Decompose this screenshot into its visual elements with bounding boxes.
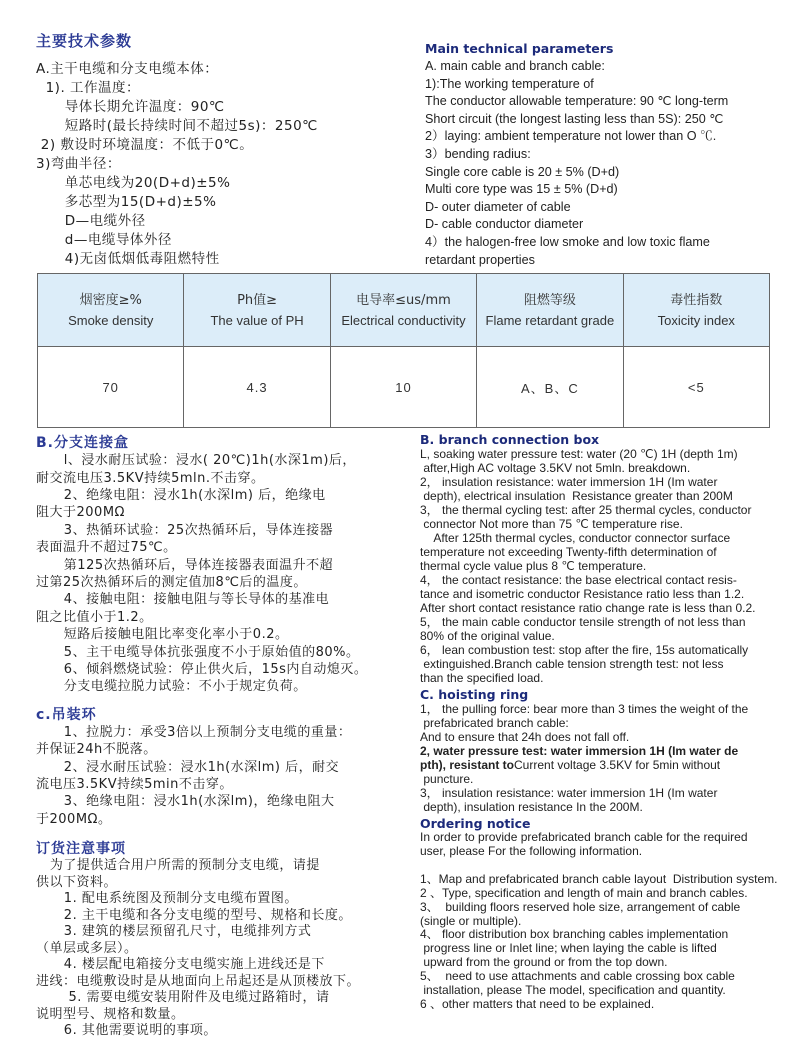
ordering-zh	[36, 858, 414, 1040]
bottom-section	[0, 432, 800, 1040]
text-line: 2) 敷设时环境温度：不低于0℃。	[36, 137, 254, 153]
bottom-left-column	[0, 432, 420, 1040]
text-line: 3， insulation resistance: water immersion 1H (Im water	[420, 786, 718, 801]
top-right-column	[425, 30, 795, 269]
text-line: 1):The working temperature of	[425, 76, 594, 91]
text-line: 短路后接触电阻比率变化率小于0.2。	[36, 627, 289, 643]
text-line: 表面温升不超过75℃。	[36, 540, 177, 556]
text-line: prefabricated branch cable:	[420, 716, 569, 731]
top-left-column	[0, 30, 425, 269]
text-line: 5、主干电缆导体抗张强度不小于原始值的80%。	[36, 644, 360, 660]
properties-table	[37, 273, 770, 428]
branch-box-zh	[36, 452, 414, 696]
text-line: 4， the contact resistance: the base electrical contact resis-	[420, 573, 737, 588]
text-line: D- outer diameter of cable	[425, 199, 571, 214]
table-header-row	[38, 274, 770, 347]
text-line: In order to provide prefabricated branch cable for the required	[420, 830, 748, 845]
header-zh: 电导率≤us/mm	[356, 292, 451, 308]
header-en: Flame retardant grade	[485, 312, 615, 328]
text-line: 2、绝缘电阻：浸水1h(水深lm) 后，绝缘电	[36, 487, 326, 503]
text-line: Short circuit (the longest lasting less than 5S): 250 ℃	[425, 111, 724, 126]
text-line: 并保证24h不脱落。	[36, 742, 157, 758]
text-line: user, please For the following information.	[420, 844, 643, 859]
text-line: A. main cable and branch cable:	[425, 59, 605, 73]
text-line: 2， insulation resistance: water immersion 1H (Im water	[420, 475, 718, 490]
header-en: The value of PH	[210, 312, 304, 328]
text-line: 1). 工作温度：	[36, 80, 141, 96]
cell-toxicity: <5	[623, 347, 769, 428]
text-line: 3)弯曲半径：	[36, 156, 121, 172]
main-params-title-en: Main technical parameters	[425, 41, 614, 56]
text-line: 6、倾斜燃烧试验：停止供火后，15s内自动熄灭。	[36, 662, 368, 677]
text-line: And to ensure that 24h does not fall off.	[420, 730, 630, 745]
cell-conductivity: 10	[330, 347, 476, 428]
cell-flame-grade: A、B、C	[477, 347, 623, 428]
text-line: 多芯型为15(D+d)±5%	[36, 194, 217, 210]
header-zh: Ph值≥	[237, 292, 278, 308]
top-section	[0, 30, 800, 269]
text-line: temperature not exceeding Twenty-fifth determination of	[420, 545, 717, 560]
header-ph	[184, 274, 330, 347]
hoisting-ring-title-en: C. hoisting ring	[420, 687, 529, 703]
bottom-right-column	[420, 432, 798, 1012]
text-line: (single or multiple).	[420, 913, 522, 928]
hoisting-ring-zh	[36, 724, 414, 828]
text-line: after,High AC voltage 3.5KV not 5mln. breakdown.	[420, 461, 691, 476]
text-line: 1. 配电系统图及预制分支电缆布置图。	[36, 891, 298, 907]
text-line: puncture.	[420, 772, 474, 787]
hoisting-lines-b	[420, 772, 798, 814]
hoisting-lines-a	[420, 702, 798, 744]
text-line: 短路时(最长持续时间不超过5s)：250℃	[36, 118, 318, 134]
text-line: 3. 建筑的楼层预留孔尺寸，电缆排列方式	[36, 924, 312, 940]
header-en: Electrical conductivity	[341, 312, 466, 328]
text-line: 供以下资料。	[36, 874, 118, 890]
text-line: （单层或多层）。	[36, 940, 138, 956]
hoisting-ring-en	[420, 702, 798, 814]
text-line: D—电缆外径	[36, 213, 146, 229]
text-line: A.主干电缆和分支电缆本体：	[36, 61, 219, 77]
water-test-line-b: Current voltage 3.5KV for 5min without	[514, 758, 721, 773]
water-test-line-a: 2, water pressure test: water immersion 1H (Im water de	[420, 744, 739, 759]
text-line: 4、 floor distribution box branching cables implementation	[420, 927, 729, 942]
text-line: 4）the halogen-free low smoke and low toxic flame	[425, 234, 710, 249]
table-row	[38, 347, 770, 428]
text-line: 过第25次热循环后的测定值加8℃后的温度。	[36, 574, 307, 590]
text-line: 6， lean combustion test: stop after the fire, 15s automatically	[420, 643, 749, 658]
text-line	[420, 859, 798, 873]
cell-ph: 4.3	[184, 347, 330, 428]
text-line: 1、拉脱力：承受3倍以上预制分支电缆的重量：	[36, 724, 352, 740]
text-line: connector Not more than 75 ℃ temperature rise.	[420, 517, 683, 532]
text-line: retardant properties	[425, 252, 535, 267]
text-line: 6 、other matters that need to be explained.	[420, 997, 655, 1011]
cell-smoke-density: 70	[38, 347, 184, 428]
text-line: 1、Map and prefabricated branch cable layout Distribution system.	[420, 871, 778, 886]
text-line: than the specified load.	[420, 671, 544, 686]
text-line: After short contact resistance ratio change rate is less than 0.2.	[420, 601, 756, 616]
text-line: 1， the pulling force: bear more than 3 times the weight of the	[420, 702, 749, 717]
text-line: 阻大于200MΩ	[36, 505, 125, 521]
text-line: L, soaking water pressure test: water (20 ℃) 1H (depth 1m)	[420, 447, 738, 462]
header-zh: 阻燃等级	[523, 292, 576, 308]
header-conductivity	[330, 274, 476, 347]
text-line: 进线：电缆敷设时是从地面向上吊起还是从顶楼放下。	[36, 973, 361, 989]
text-line: 2. 主干电缆和各分支电缆的型号、规格和长度。	[36, 907, 352, 923]
branch-box-en	[420, 447, 798, 685]
text-line: 5、 need to use attachments and cable crossing box cable	[420, 969, 735, 984]
text-line: 3、 building floors reserved hole size, arrangement of cable	[420, 899, 741, 914]
ordering-en	[420, 831, 798, 1012]
text-line: 耐交流电压3.5KV持续5mln.不击穿。	[36, 470, 265, 486]
main-params-en	[425, 58, 795, 269]
text-line: 于200MΩ。	[36, 811, 112, 827]
text-line: progress line or Inlet line; when laying the cable is lifted	[420, 941, 717, 956]
text-line: tance and isometric conductor Resistance ratio less than 1.2.	[420, 587, 745, 602]
text-line: 3、绝缘电阻：浸水1h(水深lm)，绝缘电阻大	[36, 794, 335, 810]
water-test-line-b-wrap	[420, 758, 798, 772]
text-line: d—电缆导体外径	[36, 232, 172, 248]
ordering-title-zh: 订货注意事项	[36, 841, 126, 858]
header-zh: 毒性指数	[670, 292, 723, 308]
main-params-zh	[36, 60, 419, 269]
text-line: Single core cable is 20 ± 5% (D+d)	[425, 164, 620, 179]
text-line: 5， the main cable conductor tensile strength of not less than	[420, 615, 746, 630]
header-en: Toxicity index	[657, 312, 735, 328]
branch-box-title-en: B. branch connection box	[420, 432, 600, 448]
text-line: depth), electrical insulation Resistance greater than 200M	[420, 489, 733, 504]
header-zh: 烟密度≥%	[79, 292, 142, 308]
text-line: 单芯电线为20(D+d)±5%	[36, 175, 231, 191]
text-line: 4、接触电阻：接触电阻与等长导体的基准电	[36, 592, 330, 608]
text-line: thermal cycle value plus 8 ℃ temperature.	[420, 559, 647, 574]
hoisting-ring-title-zh: c.吊装环	[36, 706, 97, 723]
header-smoke-density	[38, 274, 184, 347]
text-line: 4)无卤低烟低毒阻燃特性	[36, 251, 220, 267]
header-flame-grade	[477, 274, 623, 347]
text-line: 3）bending radius:	[425, 146, 531, 161]
text-line: 2、浸水耐压试验：浸水1h(水深lm) 后，耐交	[36, 759, 340, 775]
text-line: 6. 其他需要说明的事项。	[36, 1023, 217, 1039]
text-line: 2 、Type, specification and length of main and branch cables.	[420, 885, 748, 900]
text-line: 阻之比值小于1.2。	[36, 609, 153, 625]
text-line: upward from the ground or from the top down.	[420, 955, 668, 970]
text-line: After 125th thermal cycles, conductor connector surface	[420, 531, 731, 546]
text-line: 第125次热循环后，导体连接器表面温升不超	[36, 557, 334, 573]
text-line: Multi core type was 15 ± 5% (D+d)	[425, 182, 618, 197]
text-line: l、浸水耐压试验：浸水( 20℃)1h(水深1m)后，	[36, 453, 356, 469]
text-line: depth), insulation resistance In the 200M.	[420, 800, 643, 815]
text-line: 说明型号、规格和数量。	[36, 1006, 185, 1022]
text-line: 分支电缆拉脱力试验：不小于规定负荷。	[36, 679, 307, 695]
header-en: Smoke density	[68, 312, 154, 328]
text-line: 3、热循环试验：25次热循环后，导体连接器	[36, 522, 334, 538]
text-line: 4. 楼层配电箱接分支电缆实施上进线还是下	[36, 957, 325, 973]
ordering-title-en: Ordering notice	[420, 816, 531, 832]
text-line: 80% of the original value.	[420, 629, 555, 644]
text-line: The conductor allowable temperature: 90 ℃ long-term	[425, 94, 729, 109]
branch-box-title-zh: B.分支连接盒	[36, 435, 129, 452]
text-line: installation, please The model, specification and quantity.	[420, 983, 726, 998]
text-line: extinguished.Branch cable tension strength test: not less	[420, 657, 724, 672]
text-line: 导体长期允许温度：90℃	[36, 99, 225, 115]
text-line: D- cable conductor diameter	[425, 217, 584, 232]
text-line: 流电压3.5KV持续5min不击穿。	[36, 777, 233, 793]
text-line: 5. 需要电缆安装用附件及电缆过路箱时，请	[36, 990, 330, 1006]
text-line: 2）laying: ambient temperature not lower than O ℃.	[425, 129, 717, 144]
header-toxicity	[623, 274, 769, 347]
water-test-line-b-bold: pth), resistant to	[420, 758, 515, 773]
text-line: 3， the thermal cycling test: after 25 thermal cycles, conductor	[420, 503, 752, 518]
text-line: 为了提供适合用户所需的预制分支电缆，请提	[36, 858, 320, 874]
main-params-title-zh: 主要技术参数	[36, 32, 133, 50]
